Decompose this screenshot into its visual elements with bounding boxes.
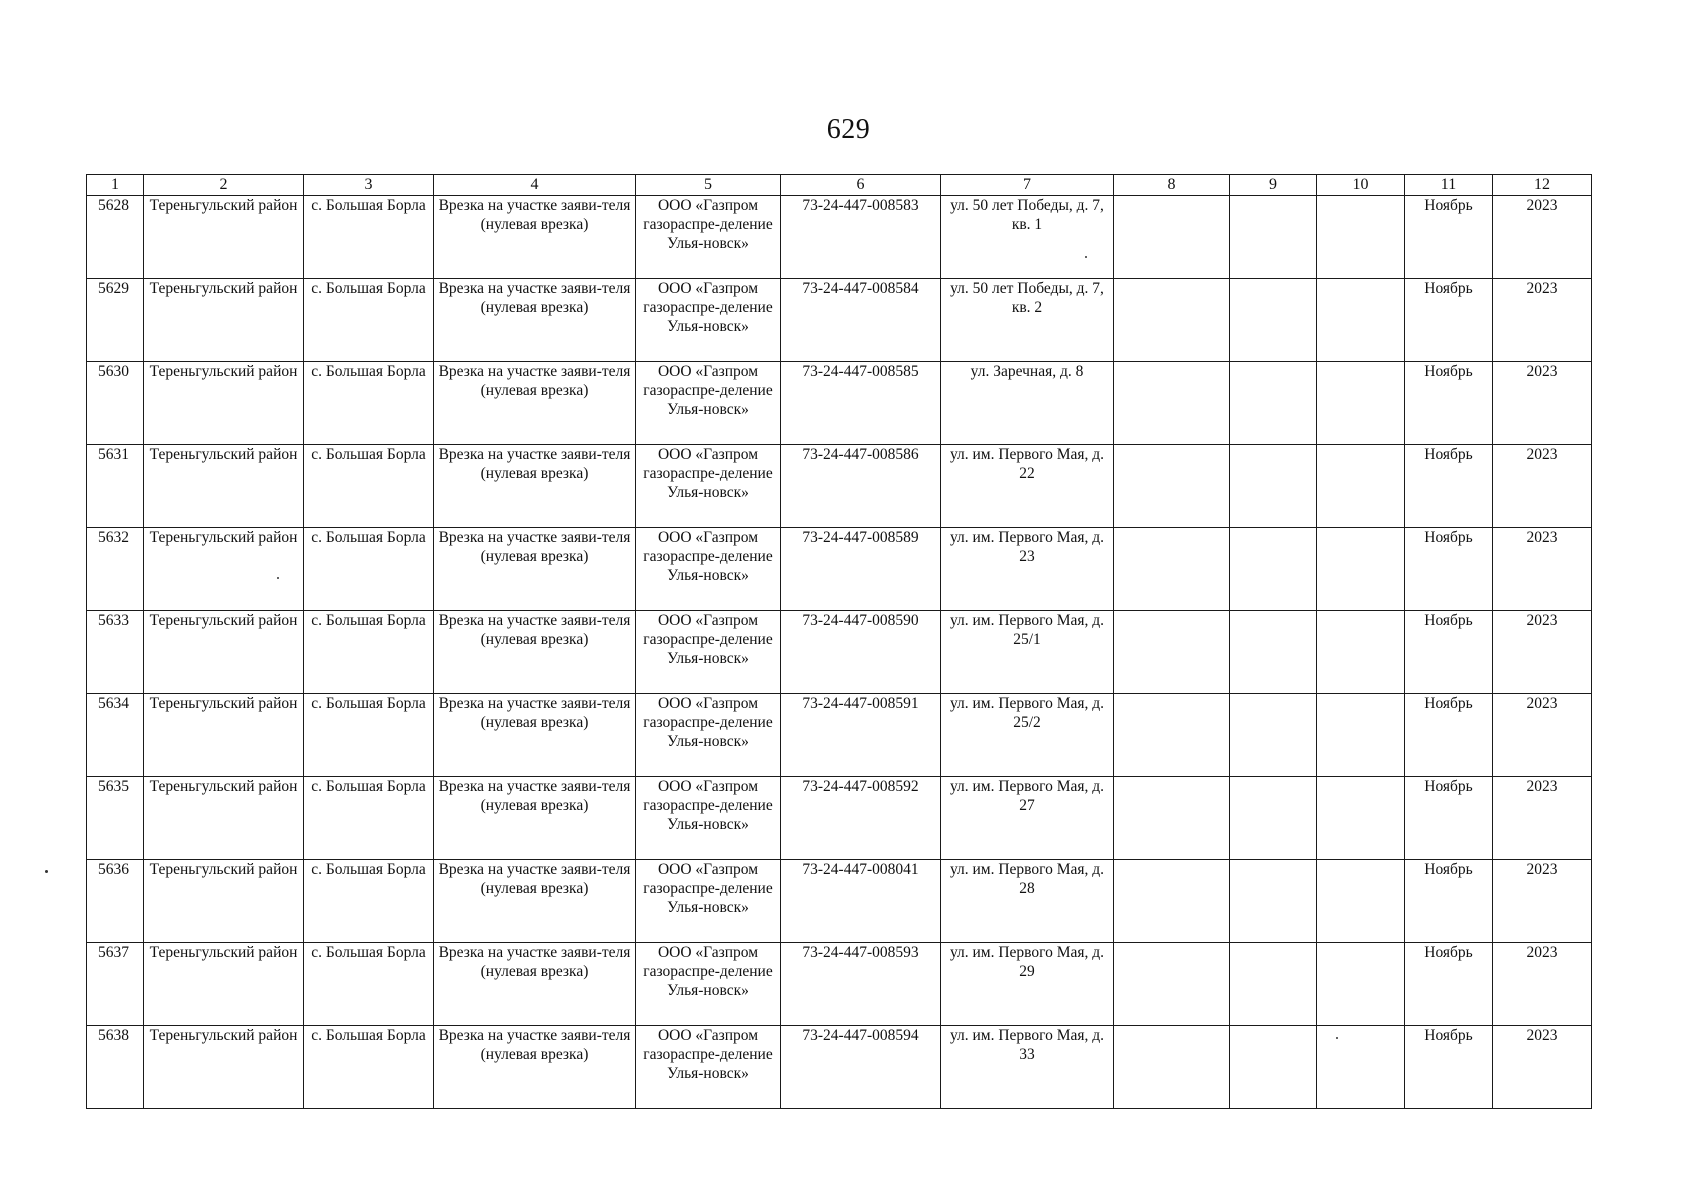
cadastral-number: 73-24-447-008590 (781, 611, 941, 694)
month: Ноябрь (1405, 279, 1493, 362)
cadastral-number: 73-24-447-008593 (781, 943, 941, 1026)
scan-speck (277, 577, 279, 579)
record-number: 5628 (87, 196, 144, 279)
table-row (87, 943, 1592, 1026)
column-10-cell (1317, 362, 1405, 445)
district: Тереньгульский район (144, 1026, 304, 1109)
district: Тереньгульский район (144, 445, 304, 528)
column-header: 6 (781, 175, 941, 196)
cadastral-number: 73-24-447-008592 (781, 777, 941, 860)
column-9-cell (1230, 611, 1317, 694)
district: Тереньгульский район (144, 196, 304, 279)
column-header: 12 (1493, 175, 1592, 196)
connection-type: Врезка на участке заяви-теля (нулевая врезка) (434, 196, 636, 279)
month: Ноябрь (1405, 1026, 1493, 1109)
column-8-cell (1114, 1026, 1230, 1109)
gas-company: ООО «Газпром газораспре-деление Улья-новск» (636, 943, 781, 1026)
record-number: 5631 (87, 445, 144, 528)
column-8-cell (1114, 362, 1230, 445)
column-9-cell (1230, 777, 1317, 860)
column-9-cell (1230, 860, 1317, 943)
cadastral-number: 73-24-447-008041 (781, 860, 941, 943)
gas-company: ООО «Газпром газораспре-деление Улья-новск» (636, 528, 781, 611)
record-number: 5635 (87, 777, 144, 860)
column-10-cell (1317, 694, 1405, 777)
year: 2023 (1493, 611, 1592, 694)
table-row (87, 279, 1592, 362)
column-header: 2 (144, 175, 304, 196)
column-9-cell (1230, 196, 1317, 279)
district: Тереньгульский район (144, 943, 304, 1026)
cadastral-number: 73-24-447-008591 (781, 694, 941, 777)
scan-speck (45, 870, 48, 873)
table-row (87, 196, 1592, 279)
year: 2023 (1493, 362, 1592, 445)
settlement: с. Большая Борла (304, 445, 434, 528)
table-row (87, 528, 1592, 611)
year: 2023 (1493, 860, 1592, 943)
month: Ноябрь (1405, 196, 1493, 279)
year: 2023 (1493, 694, 1592, 777)
table-row (87, 777, 1592, 860)
address: ул. 50 лет Победы, д. 7, кв. 2 (941, 279, 1114, 362)
column-header: 10 (1317, 175, 1405, 196)
column-9-cell (1230, 362, 1317, 445)
gas-company: ООО «Газпром газораспре-деление Улья-новск» (636, 445, 781, 528)
column-10-cell (1317, 528, 1405, 611)
column-9-cell (1230, 279, 1317, 362)
address: ул. им. Первого Мая, д. 29 (941, 943, 1114, 1026)
column-10-cell (1317, 943, 1405, 1026)
month: Ноябрь (1405, 694, 1493, 777)
column-8-cell (1114, 445, 1230, 528)
column-header: 1 (87, 175, 144, 196)
connection-type: Врезка на участке заяви-теля (нулевая врезка) (434, 445, 636, 528)
month: Ноябрь (1405, 362, 1493, 445)
column-8-cell (1114, 611, 1230, 694)
connection-type: Врезка на участке заяви-теля (нулевая врезка) (434, 1026, 636, 1109)
cadastral-number: 73-24-447-008594 (781, 1026, 941, 1109)
scan-speck (1336, 1037, 1338, 1039)
table-row (87, 860, 1592, 943)
year: 2023 (1493, 445, 1592, 528)
address: ул. им. Первого Мая, д. 22 (941, 445, 1114, 528)
connection-type: Врезка на участке заяви-теля (нулевая врезка) (434, 943, 636, 1026)
record-number: 5636 (87, 860, 144, 943)
cadastral-number: 73-24-447-008589 (781, 528, 941, 611)
column-header: 11 (1405, 175, 1493, 196)
address: ул. Заречная, д. 8 (941, 362, 1114, 445)
cadastral-number: 73-24-447-008583 (781, 196, 941, 279)
column-8-cell (1114, 777, 1230, 860)
month: Ноябрь (1405, 445, 1493, 528)
gas-company: ООО «Газпром газораспре-деление Улья-новск» (636, 694, 781, 777)
year: 2023 (1493, 196, 1592, 279)
column-10-cell (1317, 1026, 1405, 1109)
table-row (87, 445, 1592, 528)
column-8-cell (1114, 694, 1230, 777)
connection-type: Врезка на участке заяви-теля (нулевая врезка) (434, 694, 636, 777)
column-header: 4 (434, 175, 636, 196)
district: Тереньгульский район (144, 777, 304, 860)
column-8-cell (1114, 528, 1230, 611)
connection-type: Врезка на участке заяви-теля (нулевая врезка) (434, 777, 636, 860)
cadastral-number: 73-24-447-008586 (781, 445, 941, 528)
settlement: с. Большая Борла (304, 694, 434, 777)
column-10-cell (1317, 777, 1405, 860)
column-9-cell (1230, 445, 1317, 528)
address: ул. им. Первого Мая, д. 23 (941, 528, 1114, 611)
year: 2023 (1493, 279, 1592, 362)
register-table (86, 174, 1592, 1109)
column-9-cell (1230, 528, 1317, 611)
month: Ноябрь (1405, 777, 1493, 860)
table-header (87, 175, 1592, 196)
column-8-cell (1114, 860, 1230, 943)
column-8-cell (1114, 196, 1230, 279)
address: ул. им. Первого Мая, д. 33 (941, 1026, 1114, 1109)
table-body (87, 196, 1592, 1109)
month: Ноябрь (1405, 860, 1493, 943)
district: Тереньгульский район (144, 362, 304, 445)
settlement: с. Большая Борла (304, 1026, 434, 1109)
settlement: с. Большая Борла (304, 943, 434, 1026)
year: 2023 (1493, 528, 1592, 611)
gas-company: ООО «Газпром газораспре-деление Улья-новск» (636, 611, 781, 694)
settlement: с. Большая Борла (304, 777, 434, 860)
record-number: 5632 (87, 528, 144, 611)
table-row (87, 362, 1592, 445)
district: Тереньгульский район (144, 279, 304, 362)
cadastral-number: 73-24-447-008584 (781, 279, 941, 362)
cadastral-number: 73-24-447-008585 (781, 362, 941, 445)
gas-company: ООО «Газпром газораспре-деление Улья-новск» (636, 777, 781, 860)
settlement: с. Большая Борла (304, 362, 434, 445)
column-header: 8 (1114, 175, 1230, 196)
column-10-cell (1317, 196, 1405, 279)
settlement: с. Большая Борла (304, 279, 434, 362)
settlement: с. Большая Борла (304, 196, 434, 279)
connection-type: Врезка на участке заяви-теля (нулевая врезка) (434, 860, 636, 943)
column-9-cell (1230, 1026, 1317, 1109)
year: 2023 (1493, 777, 1592, 860)
connection-type: Врезка на участке заяви-теля (нулевая врезка) (434, 362, 636, 445)
district: Тереньгульский район (144, 611, 304, 694)
address: ул. 50 лет Победы, д. 7, кв. 1 (941, 196, 1114, 279)
record-number: 5633 (87, 611, 144, 694)
record-number: 5634 (87, 694, 144, 777)
address: ул. им. Первого Мая, д. 25/2 (941, 694, 1114, 777)
month: Ноябрь (1405, 943, 1493, 1026)
column-10-cell (1317, 860, 1405, 943)
table-row (87, 1026, 1592, 1109)
connection-type: Врезка на участке заяви-теля (нулевая врезка) (434, 611, 636, 694)
record-number: 5638 (87, 1026, 144, 1109)
column-8-cell (1114, 279, 1230, 362)
connection-type: Врезка на участке заяви-теля (нулевая врезка) (434, 279, 636, 362)
district: Тереньгульский район (144, 860, 304, 943)
table-row (87, 611, 1592, 694)
column-header: 5 (636, 175, 781, 196)
column-10-cell (1317, 445, 1405, 528)
column-10-cell (1317, 279, 1405, 362)
column-header: 9 (1230, 175, 1317, 196)
district: Тереньгульский район (144, 694, 304, 777)
record-number: 5637 (87, 943, 144, 1026)
page-number: 629 (826, 114, 871, 145)
header-row (87, 175, 1592, 196)
settlement: с. Большая Борла (304, 528, 434, 611)
column-header: 7 (941, 175, 1114, 196)
month: Ноябрь (1405, 528, 1493, 611)
column-10-cell (1317, 611, 1405, 694)
column-header: 3 (304, 175, 434, 196)
record-number: 5629 (87, 279, 144, 362)
column-9-cell (1230, 694, 1317, 777)
record-number: 5630 (87, 362, 144, 445)
address: ул. им. Первого Мая, д. 25/1 (941, 611, 1114, 694)
table-row (87, 694, 1592, 777)
address: ул. им. Первого Мая, д. 28 (941, 860, 1114, 943)
month: Ноябрь (1405, 611, 1493, 694)
settlement: с. Большая Борла (304, 611, 434, 694)
column-9-cell (1230, 943, 1317, 1026)
settlement: с. Большая Борла (304, 860, 434, 943)
gas-company: ООО «Газпром газораспре-деление Улья-новск» (636, 279, 781, 362)
address: ул. им. Первого Мая, д. 27 (941, 777, 1114, 860)
column-8-cell (1114, 943, 1230, 1026)
gas-company: ООО «Газпром газораспре-деление Улья-новск» (636, 860, 781, 943)
scan-speck (1085, 256, 1087, 258)
district: Тереньгульский район (144, 528, 304, 611)
gas-company: ООО «Газпром газораспре-деление Улья-новск» (636, 1026, 781, 1109)
year: 2023 (1493, 943, 1592, 1026)
gas-company: ООО «Газпром газораспре-деление Улья-новск» (636, 362, 781, 445)
connection-type: Врезка на участке заяви-теля (нулевая врезка) (434, 528, 636, 611)
gas-company: ООО «Газпром газораспре-деление Улья-новск» (636, 196, 781, 279)
year: 2023 (1493, 1026, 1592, 1109)
